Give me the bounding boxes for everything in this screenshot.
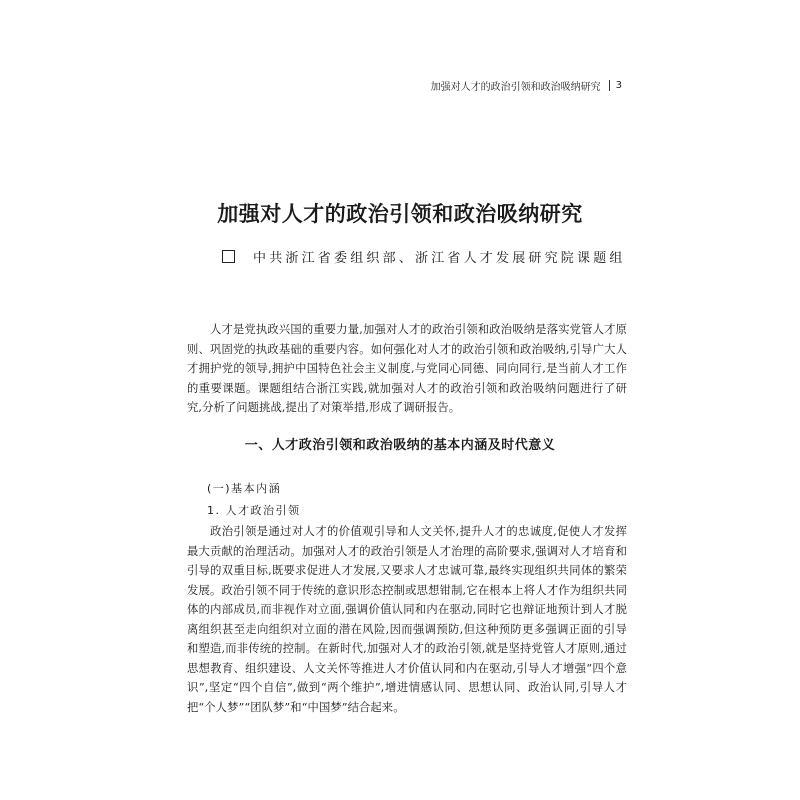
section-heading: 一、人才政治引领和政治吸纳的基本内涵及时代意义 — [244, 438, 556, 453]
author: 中共浙江省委组织部、浙江省人才发展研究院课题组 — [253, 251, 626, 266]
square-marker-icon — [222, 250, 235, 263]
page-number: 3 — [615, 80, 622, 91]
running-head-divider — [609, 80, 610, 91]
intro-paragraph: 人才是党执政兴国的重要力量,加强对人才的政治引领和政治吸纳是落实党管人才原则、巩固党的执政基础的重要内容。如何强化对人才的政治引领和政治吸纳,引导广大人才拥护党的领导,拥护中国特色社会主义制度,与党同心同德、同向同行,是当前人才工作的重要课题。课题组结合浙江实践,就加强对人才的政治引领和政治吸纳问题进行了研究,分析了问题挑战,提出了对策举措,形成了调研报告。 — [187, 323, 627, 414]
running-head — [431, 78, 622, 93]
byline — [222, 247, 626, 266]
subheading-political-guidance: 1. 人才政治引领 — [207, 504, 301, 517]
article-title: 加强对人才的政治引领和政治吸纳研究 — [217, 201, 583, 226]
body-paragraph: 政治引领是通过对人才的价值观引导和人文关怀,提升人才的忠诚度,促使人才发挥最大贡献的治理活动。加强对人才的政治引领是人才治理的高阶要求,强调对人才培育和引导的双重目标,既要求促进人才发展,又要求人才忠诚可靠,最终实现组织共同体的繁荣发展。政治引领不同于传统的意识形态控制或思想钳制,它在根本上将人才作为组织共同体的内部成员,而非视作对立面,强调价值认同和内在驱动,同时它也辩证地预计到人才脱离组织甚至走向组织对立面的潜在风险,因而强调预防,但这种预防更多强调正面的引导和塑造,而非传统的控制。在新时代,加强对人才的政治引领,就是坚持党管人才原则,通过思想教育、组织建设、人文关怀等推进人才价值认同和内在驱动,引导人才增强“四个意识”,坚定“四个自信”,做到“两个维护”,增进情感认同、思想认同、政治认同,引导人才把“个人梦”“团队梦”和“中国梦”结合起来。 — [187, 525, 627, 714]
subheading-basic-connotation: (一)基本内涵 — [207, 482, 282, 495]
running-head-title: 加强对人才的政治引领和政治吸纳研究 — [430, 82, 601, 93]
